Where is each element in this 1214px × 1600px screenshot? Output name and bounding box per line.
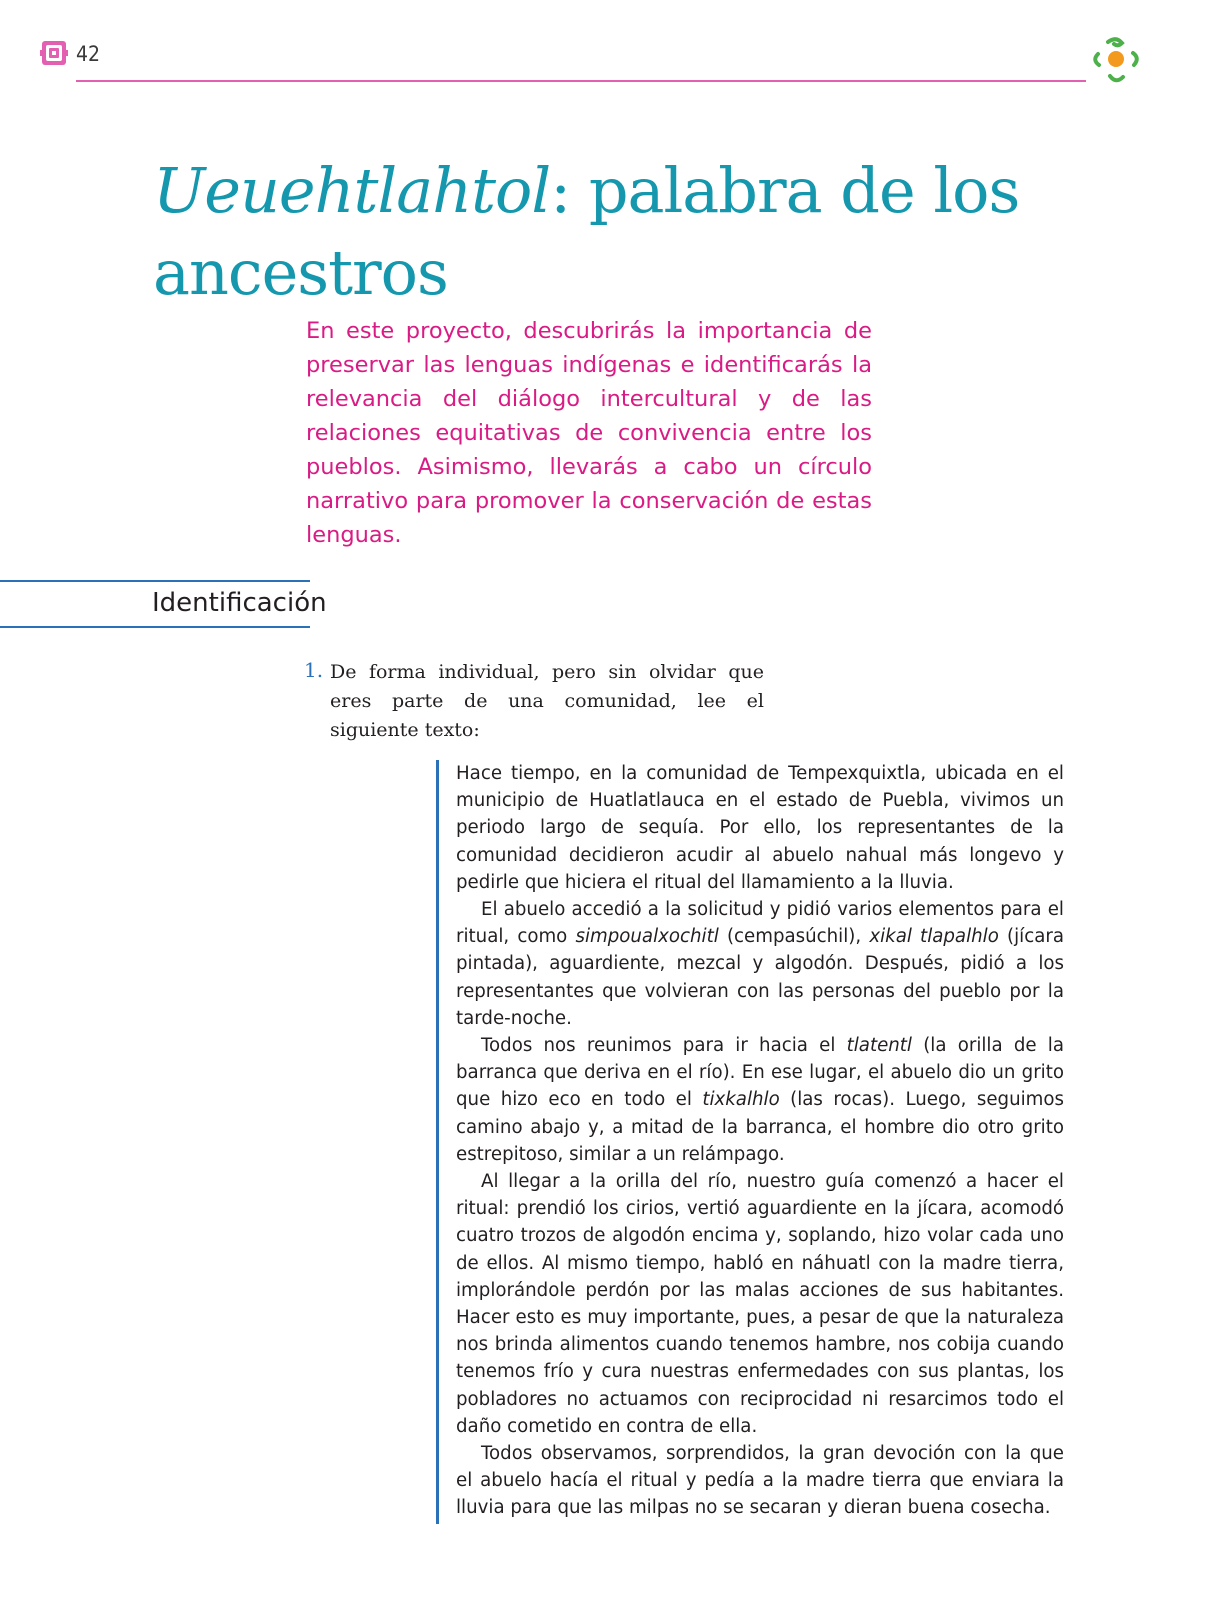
nahuatl-term: simpoualxochitl <box>575 926 719 948</box>
page-title <box>153 150 1053 314</box>
text-run: Todos nos reunimos para ir hacia el <box>481 1035 847 1057</box>
title-rest: : palabra de los ancestros <box>153 154 1020 309</box>
section-rule-bottom <box>0 626 310 628</box>
story-text <box>456 760 1064 1522</box>
nahuatl-term: tlatentl <box>846 1035 912 1057</box>
flower-ornament-icon <box>1088 34 1144 86</box>
nahuatl-term: tixkalhlo <box>702 1089 780 1111</box>
story-paragraph-2 <box>456 896 1064 1032</box>
story-paragraph-3 <box>456 1032 1064 1168</box>
aztec-glyph-icon <box>40 38 68 68</box>
activity-item <box>304 658 764 745</box>
quote-bar <box>436 760 439 1524</box>
intro-paragraph: En este proyecto, descubrirás la importancia de preservar las lenguas indígenas e identificarás la relevancia del diálogo intercultural y de las relaciones equitativas de convivencia entre los pueblos. Asimismo, llevarás a cabo un círculo narrativo para promover la conservación de estas lenguas. <box>306 318 872 548</box>
section-rule-top <box>0 580 310 582</box>
section-title: Identificación <box>152 588 327 618</box>
text-run: (jícara pintada), aguardiente, mezcal y algodón. Después, pidió a los representantes que volvieran con las personas del pueblo por la tarde-noche. <box>456 926 1064 1029</box>
story-paragraph-5: Todos observamos, sorprendidos, la gran devoción con la que el abuelo hacía el ritual y pedía a la madre tierra que enviara la lluvia para que las milpas no se secaran y dieran buena cosecha. <box>456 1443 1064 1519</box>
text-run: El abuelo accedió a la solicitud y pidió varios elementos para el ritual, como <box>456 899 1064 948</box>
page-number: 42 <box>76 42 101 66</box>
text-run: (cempasúchil), <box>718 926 870 948</box>
story-paragraph-4: Al llegar a la orilla del río, nuestro guía comenzó a hacer el ritual: prendió los cirios, vertió aguardiente en la jícara, acomodó cuatro trozos de algodón encima y, soplando, hizo volar cada uno de ellos. Al mismo tiempo, habló en náhuatl con la madre tierra, implorándole perdón por las malas acciones de sus habitantes. Hacer esto es muy importante, pues, a pesar de que la naturaleza nos brinda alimentos cuando tenemos hambre, nos cobija cuando tenemos frío y cura nuestras enfermedades con sus plantas, los pobladores no actuamos con reciprocidad ni resarcimos todo el daño cometido en contra de ella. <box>456 1171 1064 1437</box>
title-native-word: Ueuehtlahtol <box>153 154 551 227</box>
activity-number: 1. <box>304 658 324 682</box>
header-rule <box>76 80 1086 82</box>
nahuatl-term: xikal tlapalhlo <box>869 926 999 948</box>
story-paragraph-1: Hace tiempo, en la comunidad de Tempexquixtla, ubicada en el municipio de Huatlatlauca en el estado de Puebla, vivimos un periodo largo de sequía. Por ello, los representantes de la comunidad decidieron acudir al abuelo nahual más longevo y pedirle que hiciera el ritual del llamamiento a la lluvia. <box>456 763 1064 893</box>
text-run: (las rocas). Luego, seguimos camino abajo y, a mitad de la barranca, el hombre dio otro grito estrepitoso, similar a un relámpago. <box>456 1089 1064 1165</box>
activity-instruction: De forma individual, pero sin olvidar que eres parte de una comunidad, lee el siguiente texto: <box>330 661 764 741</box>
text-run: (la orilla de la barranca que deriva en el río). En ese lugar, el abuelo dio un grito que hizo eco en todo el <box>456 1035 1064 1111</box>
